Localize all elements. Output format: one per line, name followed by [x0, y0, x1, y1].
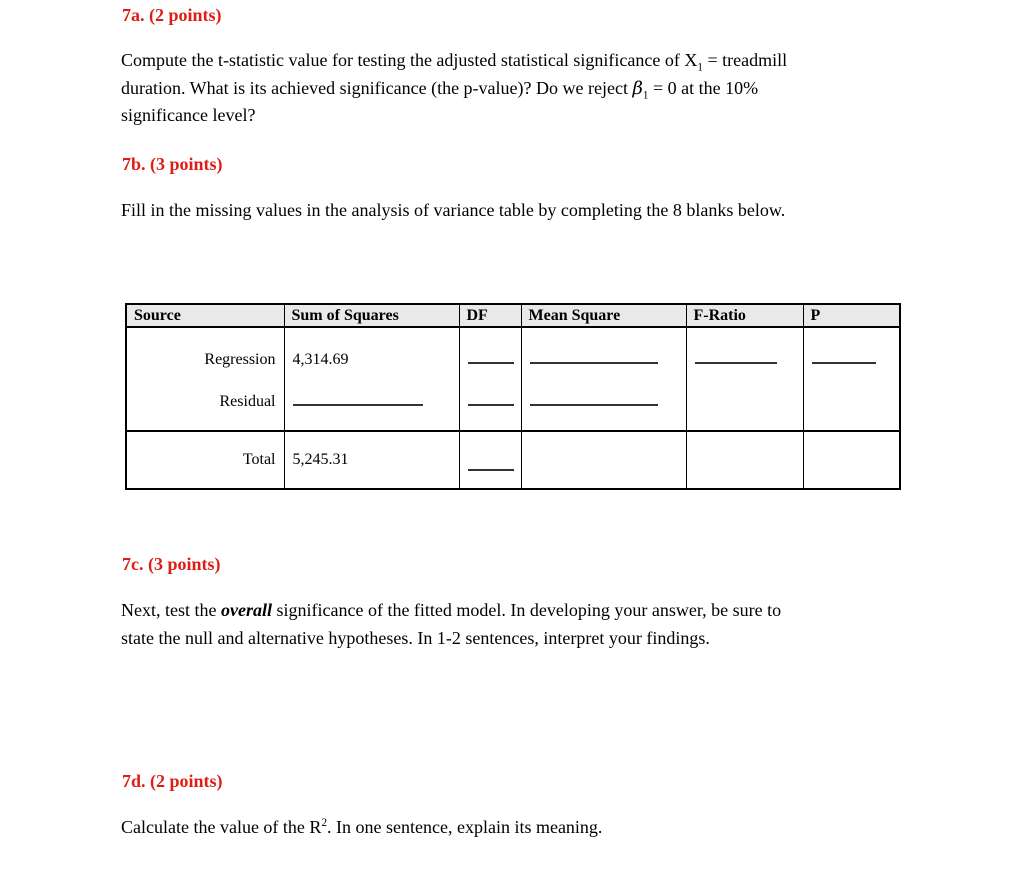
- blank-total-df: [468, 469, 514, 471]
- table-row-regression-residual: [126, 327, 900, 431]
- blank-regression-mean-square: [530, 362, 658, 364]
- section-7a-text: [121, 47, 787, 130]
- text-line: Fill in the missing values in the analysis of variance table by completing the 8 blanks below.: [121, 200, 786, 220]
- text-line: significance level?: [121, 105, 256, 125]
- col-header-sum-of-squares: Sum of Squares: [284, 304, 459, 327]
- section-7b-text: [121, 197, 785, 225]
- superscript: 2: [321, 817, 328, 829]
- cell-total-p: [803, 431, 900, 489]
- cell-mean-square: [521, 327, 686, 431]
- blank-residual-sum-of-squares: [293, 404, 423, 406]
- text-line: Compute the t-statistic value for testing the adjusted statistical significance of $X_1$ = treadmill: [121, 50, 788, 74]
- table-row-total: [126, 431, 900, 489]
- section-7b-heading: 7b. (3 points): [122, 154, 223, 174]
- section-7a-heading: 7a. (2 points): [122, 5, 222, 25]
- subscript: 1: [642, 89, 649, 102]
- anova-table: [125, 303, 901, 490]
- section-7d-text: [121, 814, 602, 842]
- col-header-p: P: [803, 304, 900, 327]
- row-label-regression: Regression: [204, 351, 276, 368]
- emphasized-word: overall: [220, 600, 272, 620]
- col-header-df: DF: [459, 304, 521, 327]
- beta-symbol: β: [632, 77, 643, 99]
- col-header-mean-square: Mean Square: [521, 304, 686, 327]
- cell-f-ratio: [686, 327, 803, 431]
- text-line: duration. What is its achieved significance (the p-value)? Do we reject $\beta_1 = 0$ at the 10%: [121, 77, 759, 102]
- blank-residual-df: [468, 404, 514, 406]
- blank-residual-mean-square: [530, 404, 658, 406]
- section-7c-text: [121, 597, 781, 652]
- text-line: state the null and alternative hypotheses. In 1-2 sentences, interpret your findings.: [121, 627, 710, 648]
- cell-sum-of-squares: [284, 327, 459, 431]
- cell-total-label: [126, 431, 284, 489]
- section-7c-heading: 7c. (3 points): [122, 554, 221, 574]
- cell-total-mean-square: [521, 431, 686, 489]
- cell-df: [459, 327, 521, 431]
- col-header-source: Source: [126, 304, 284, 327]
- cell-total-df: [459, 431, 521, 489]
- row-label-residual: Residual: [219, 393, 276, 410]
- blank-regression-f-ratio: [695, 362, 777, 364]
- blank-regression-df: [468, 362, 514, 364]
- value-regression-ss: 4,314.69: [292, 351, 349, 368]
- cell-total-f-ratio: [686, 431, 803, 489]
- row-label-total: Total: [242, 451, 276, 468]
- subscript: 1: [697, 61, 703, 74]
- cell-total-ss: [284, 431, 459, 489]
- blank-regression-p: [812, 362, 876, 364]
- section-7d-heading: 7d. (2 points): [122, 771, 223, 791]
- col-header-f-ratio: F-Ratio: [686, 304, 803, 327]
- cell-source-labels: [126, 327, 284, 431]
- value-total-ss: 5,245.31: [292, 451, 349, 468]
- text-line: Calculate the value of the $R^2$. In one sentence, explain its meaning.: [121, 817, 603, 837]
- cell-p: [803, 327, 900, 431]
- table-header-row: [126, 304, 900, 327]
- text-line: Next, test the overall significance of the fitted model. In developing your answer, be sure to: [121, 600, 782, 620]
